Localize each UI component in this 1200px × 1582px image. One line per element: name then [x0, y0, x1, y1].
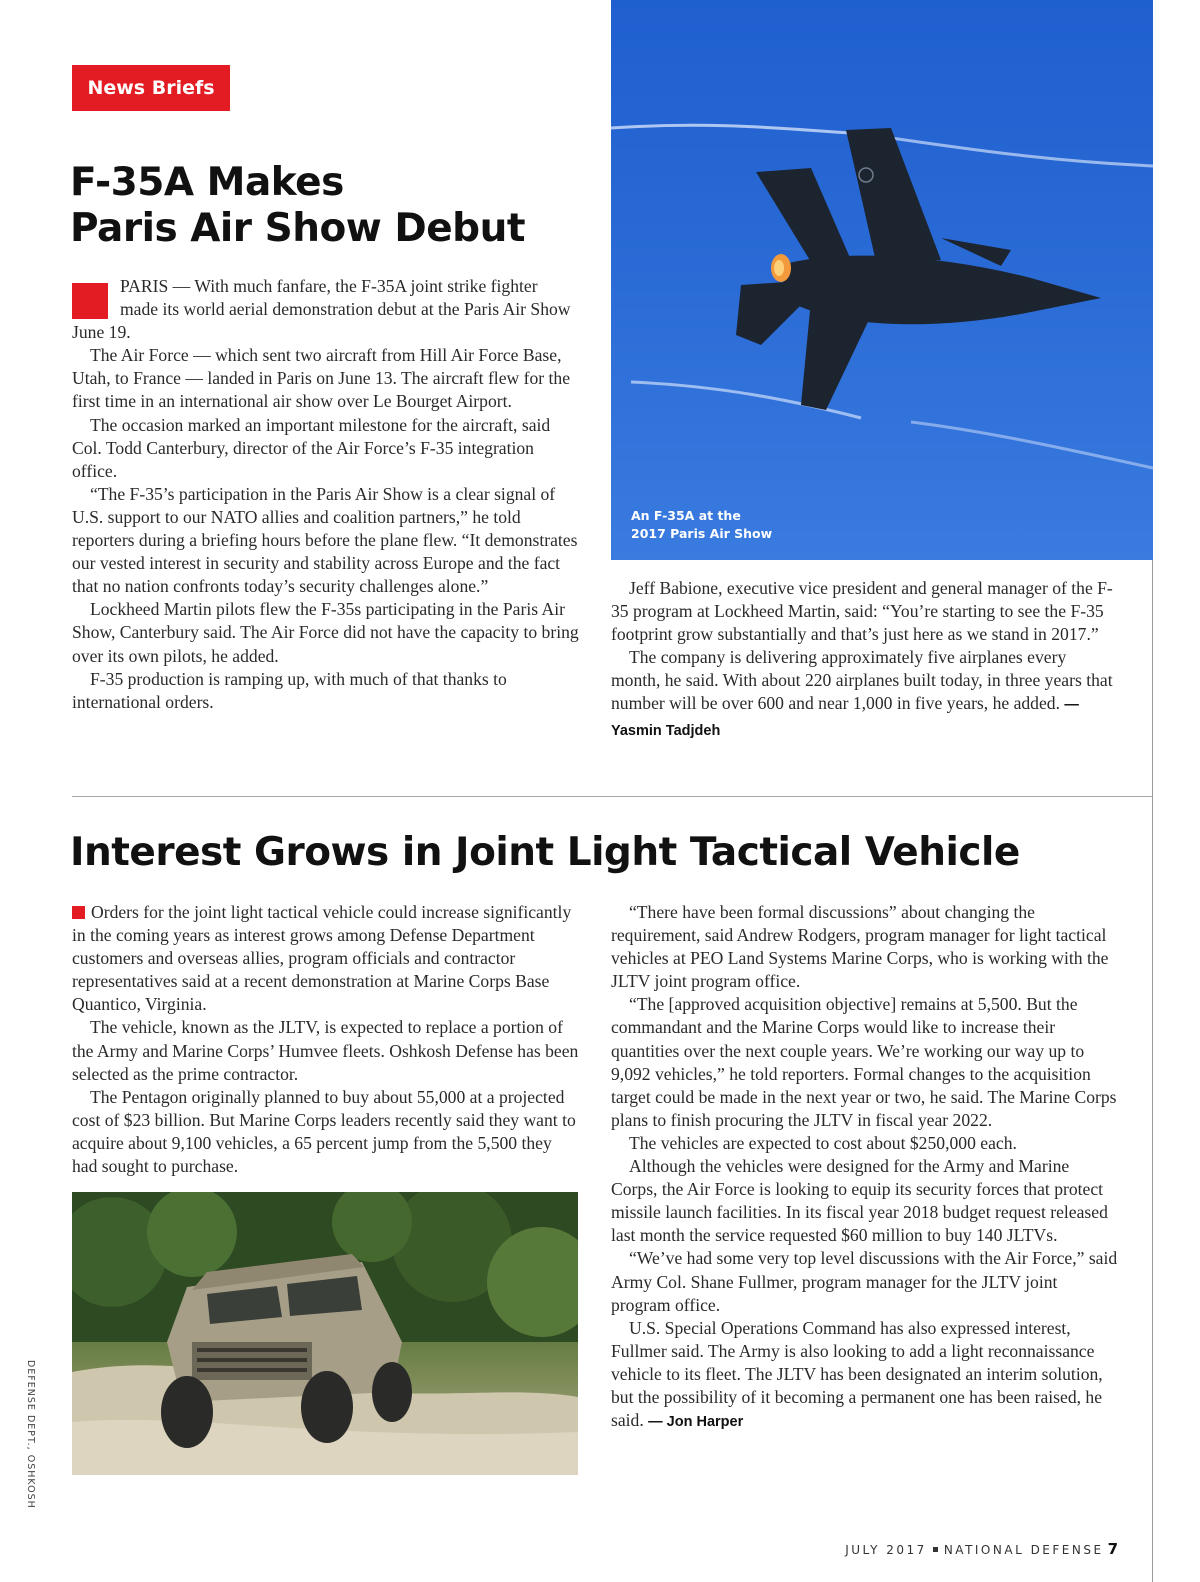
story2-paragraph: U.S. Special Operations Command has also expressed interest, Fullmer said. The Army is also looking to add a light reconnaissance vehicle to its fleet. The JLTV has been designated an interim solution, but the possibility of it becoming a permanent one has been raised, he said. — Jon Harper: [611, 1317, 1103, 1431]
f35-photo-caption: An F-35A at the 2017 Paris Air Show: [631, 508, 773, 541]
story2-paragraph: The vehicles are expected to cost about $250,000 each.: [629, 1132, 1017, 1153]
jltv-illustration: [72, 1192, 578, 1475]
story1-headline-line2: Paris Air Show Debut: [70, 206, 526, 251]
story1-paragraph: Lockheed Martin pilots flew the F-35s participating in the Paris Air Show, Canterbury said. The Air Force did not have the capacity to bring over its own pilots, he added.: [72, 599, 579, 666]
story1-byline: — Yasmin Tadjdeh: [611, 697, 1079, 739]
story2-paragraph: “The [approved acquisition objective] remains at 5,500. But the commandant and the Marine Corps would like to increase their quantities over the next couple years. We’re working our way up to 9,092 vehicles,” he told reporters. Formal changes to the acquisition target could be made in the next year or two, he said. The Marine Corps plans to finish procuring the JLTV in fiscal year 2022.: [611, 994, 1117, 1130]
story1-headline: [70, 160, 590, 252]
story2-paragraph: The vehicle, known as the JLTV, is expected to replace a portion of the Army and Marine Corps’ Humvee fleets. Oshkosh Defense has been selected as the prime contractor.: [72, 1017, 579, 1084]
story2-paragraph: “There have been formal discussions” about changing the requirement, said Andrew Rodgers, program manager for light tactical vehicles at PEO Land Systems Marine Corps, who is working with the JLTV joint program office.: [611, 902, 1109, 992]
story1-headline-line1: F-35A Makes: [70, 160, 344, 205]
f35-photo: [611, 0, 1153, 560]
folio-issue: JULY 2017: [845, 1543, 927, 1557]
story2-paragraph: Orders for the joint light tactical vehicle could increase significantly in the coming years as interest grows among Defense Department customers and overseas allies, program officials and contractor representatives said at a recent demonstration at Marine Corps Base Quantico, Virginia.: [72, 902, 572, 1015]
folio-separator: [933, 1547, 938, 1552]
story1-paragraph: The occasion marked an important milestone for the aircraft, said Col. Todd Canterbury, director of the Air Force’s F-35 integration office.: [72, 414, 551, 481]
f35-illustration: [611, 0, 1153, 560]
story2-byline: — Jon Harper: [648, 1414, 744, 1431]
story1-paragraph: F-35 production is ramping up, with much of that thanks to international orders.: [72, 668, 507, 712]
folio-publication: NATIONAL DEFENSE: [943, 1543, 1104, 1557]
story2-column-2: [611, 901, 1119, 1434]
story2-paragraph: “We’ve had some very top level discussions with the Air Force,” said Army Col. Shane Fullmer, program manager for the JLTV joint program office.: [611, 1248, 1118, 1315]
story2-paragraph: The Pentagon originally planned to buy about 55,000 at a projected cost of $23 billion. But Marine Corps leaders recently said they want to acquire about 9,100 vehicles, a 65 percent jump from the 5,500 they had sought to purchase.: [72, 1086, 576, 1177]
story1-paragraph: “The F-35’s participation in the Paris Air Show is a clear signal of U.S. support to our NATO allies and coalition partners,” he told reporters during a briefing hours before the plane flew. “It demonstrates our vested interest in security and stability across Europe and the fact that no nation confronts today’s security challenges alone.”: [72, 483, 578, 597]
page-number: 7: [1107, 1540, 1118, 1558]
story2-paragraph: Although the vehicles were designed for the Army and Marine Corps, the Air Force is looking to equip its security forces that protect missile launch facilities. In its fiscal year 2018 budget request released last month the service requested $60 million to buy 140 JLTVs.: [611, 1156, 1108, 1246]
story1-paragraph: PARIS — With much fanfare, the F-35A joint strike fighter made its world aerial demonstration debut at the Paris Air Show June 19.: [72, 276, 571, 343]
page-folio: [845, 1540, 1118, 1558]
photo-credit: DEFENSE DEPT., OSHKOSH: [25, 1360, 36, 1509]
story1-column-2: [611, 577, 1119, 743]
jltv-photo: [72, 1192, 578, 1475]
story1-paragraph: The company is delivering approximately five airplanes every month, he said. With about 220 airplanes built today, in three years that number will be over 600 and near 1,000 in five years, he added. — Yasmin Tadjdeh: [611, 647, 1113, 739]
section-marker-square: [72, 283, 108, 319]
section-marker-square: [72, 906, 85, 919]
story1-column-1: [72, 275, 580, 714]
story-divider: [72, 796, 1152, 797]
section-tag: News Briefs: [72, 65, 230, 111]
story1-paragraph: Jeff Babione, executive vice president and general manager of the F-35 program at Lockheed Martin, said: “You’re starting to see the F-35 footprint grow substantially and that’s just here as we stand in 2017.”: [611, 578, 1113, 645]
story2-column-1: [72, 901, 580, 1178]
story2-headline: Interest Grows in Joint Light Tactical Vehicle: [70, 830, 1020, 875]
story1-paragraph: The Air Force — which sent two aircraft from Hill Air Force Base, Utah, to France — landed in Paris on June 13. The aircraft flew for the first time in an international air show over Le Bourget Airport.: [72, 345, 571, 412]
